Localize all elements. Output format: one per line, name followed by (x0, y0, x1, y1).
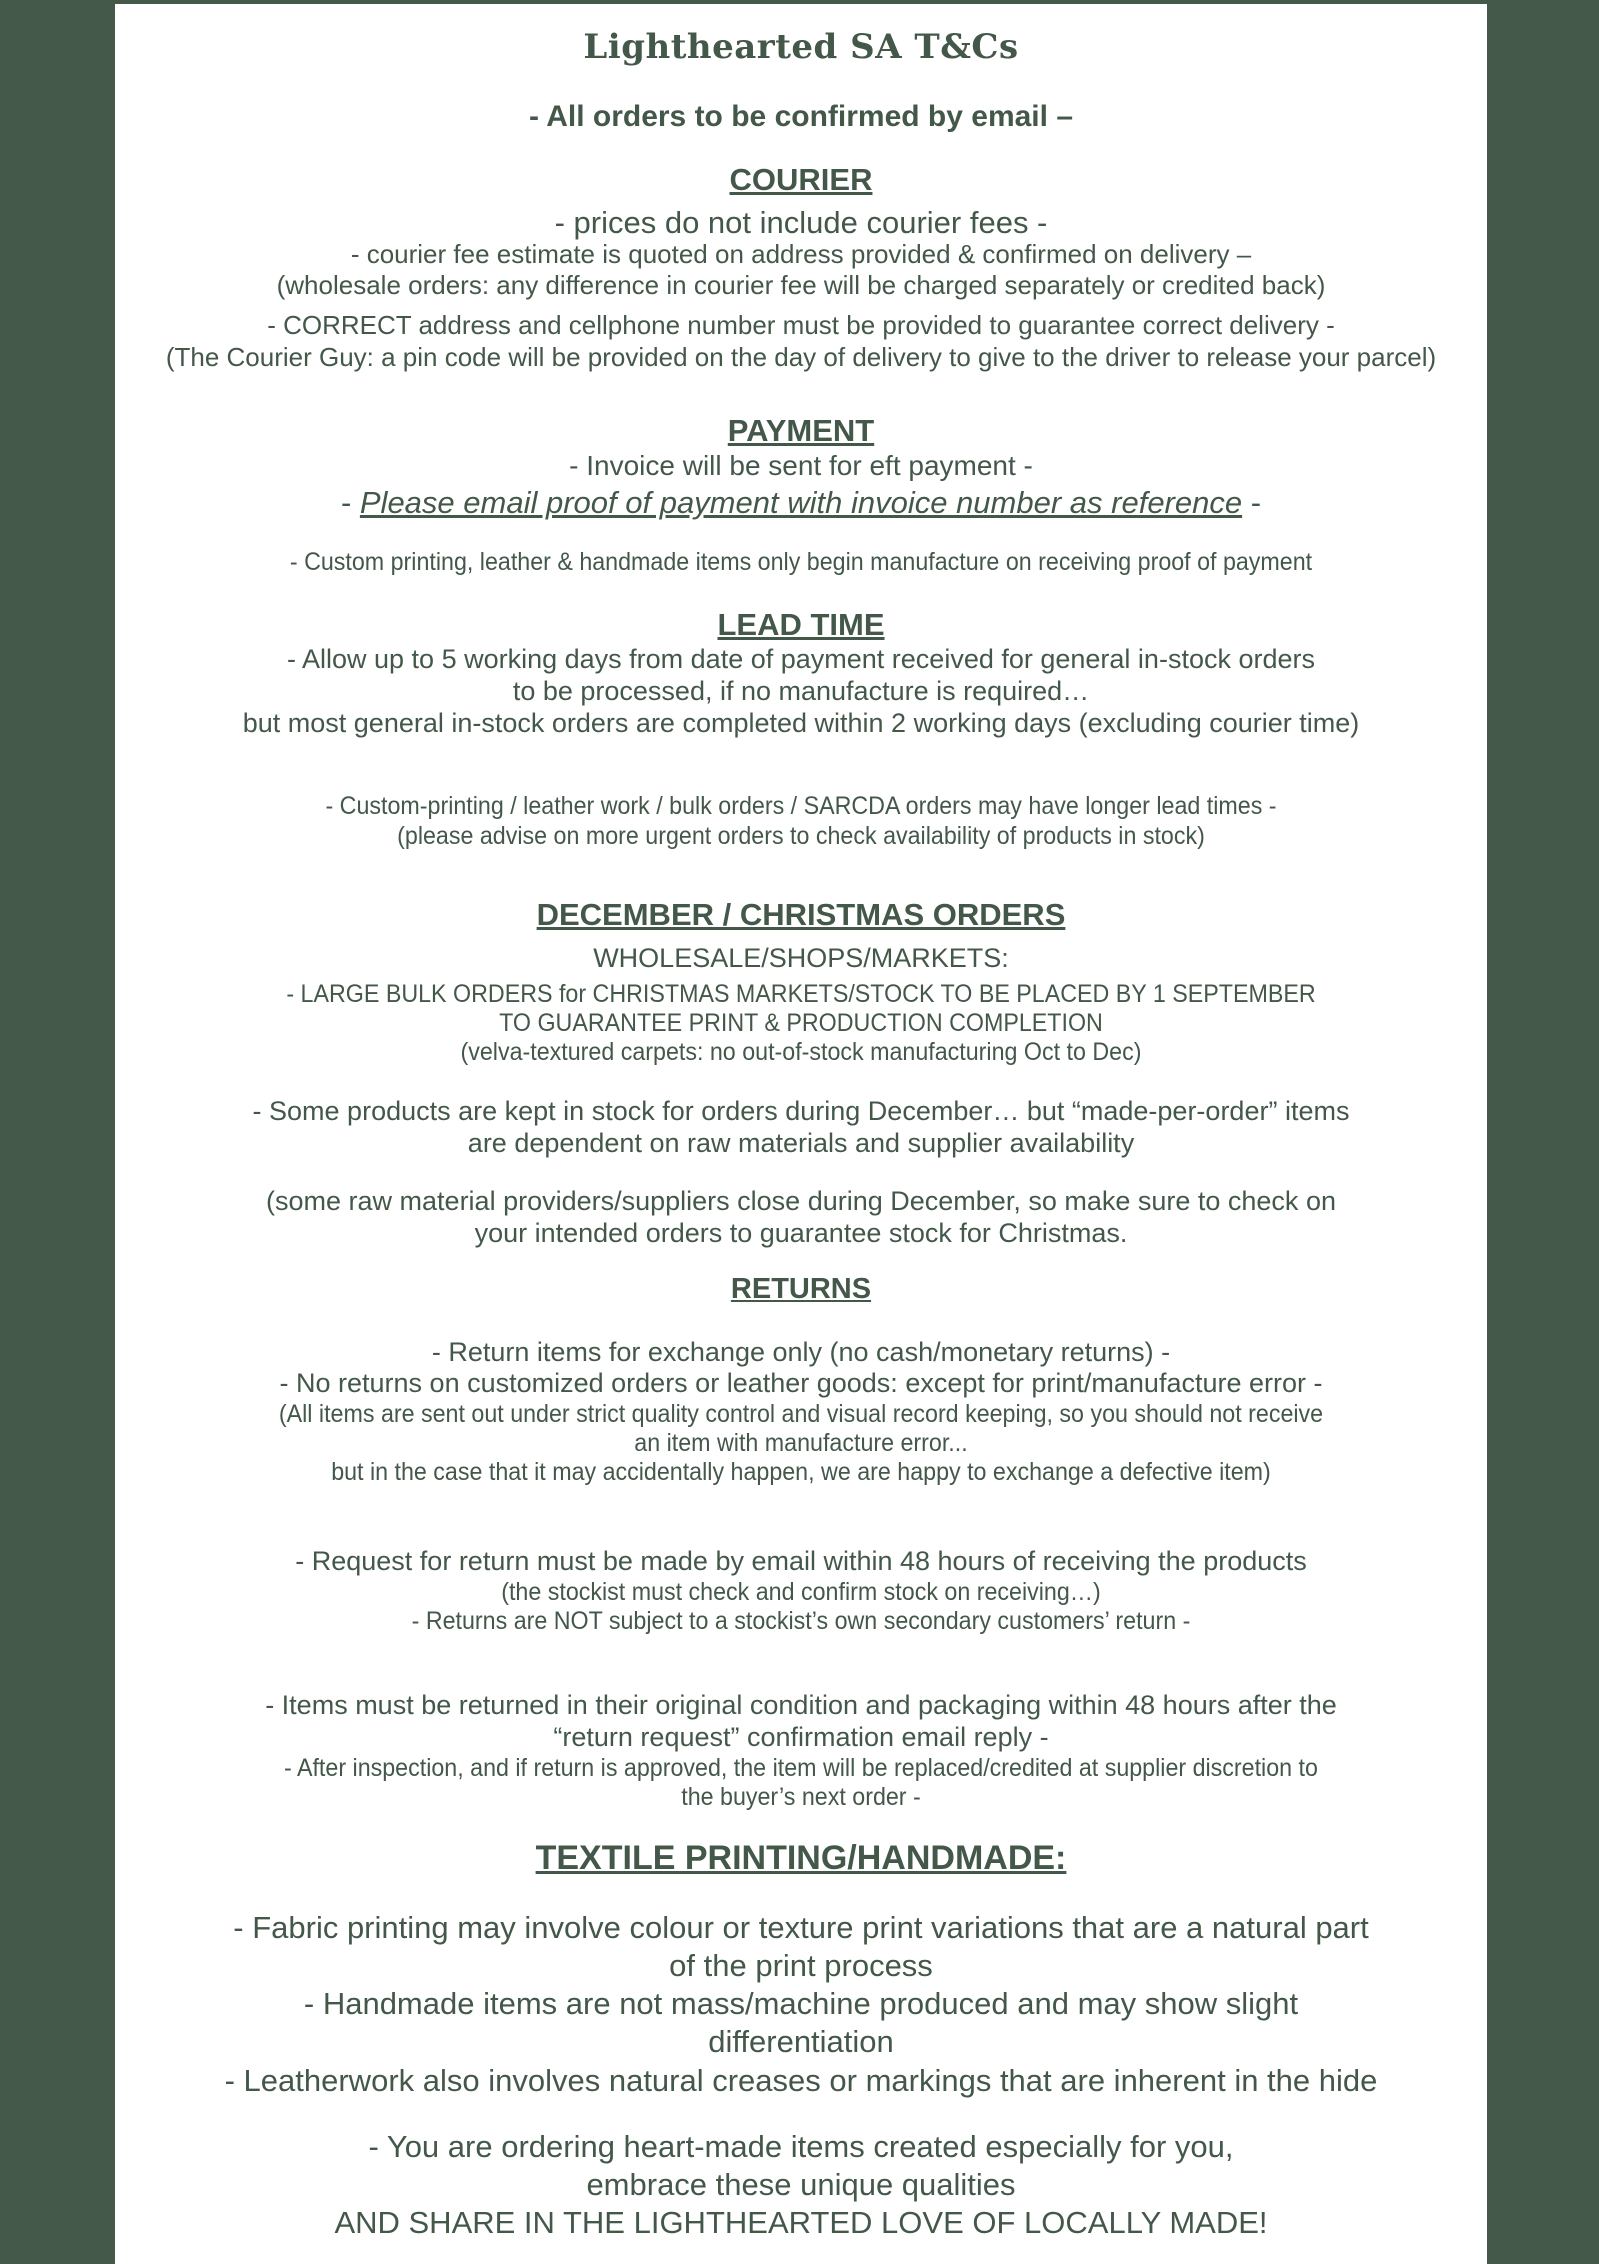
closing-line: - You are ordering heart-made items created especially for you, (368, 2129, 1234, 2164)
payment-proof-suffix: - (1242, 485, 1262, 520)
returns-line: - Return items for exchange only (no cash/monetary returns) - (431, 1337, 1171, 1367)
payment-proof-line (115, 485, 1487, 521)
december-line: are dependent on raw materials and supplier availability (467, 1128, 1135, 1158)
textile-line: - Fabric printing may involve colour or texture print variations that are a natural part (233, 1910, 1369, 1945)
returns-line: the buyer’s next order - (681, 1783, 921, 1811)
lead-time-line: to be processed, if no manufacture is required… (512, 676, 1090, 706)
returns-line: an item with manufacture error... (634, 1429, 968, 1457)
returns-line: “return request” confirmation email reply - (553, 1722, 1049, 1752)
closing-line: embrace these unique qualities (586, 2167, 1016, 2202)
december-line: - LARGE BULK ORDERS for CHRISTMAS MARKETS/STOCK TO BE PLACED BY 1 SEPTEMBER (286, 980, 1316, 1008)
lead-time-heading: LEAD TIME (717, 607, 885, 642)
payment-heading: PAYMENT (727, 413, 875, 448)
lead-time-line: but most general in-stock orders are completed within 2 working days (excluding courier time) (242, 708, 1360, 738)
courier-line: (wholesale orders: any difference in courier fee will be charged separately or credited back) (276, 270, 1326, 300)
returns-line: (the stockist must check and confirm stock on receiving…) (501, 1578, 1101, 1606)
returns-line: - Request for return must be made by email within 48 hours of receiving the products (295, 1546, 1307, 1576)
lead-time-line: (please advise on more urgent orders to check availability of products in stock) (397, 822, 1205, 850)
returns-line: - No returns on customized orders or leather goods: except for print/manufacture error - (279, 1368, 1323, 1398)
december-line: TO GUARANTEE PRINT & PRODUCTION COMPLETION (499, 1009, 1103, 1037)
courier-line: - courier fee estimate is quoted on address provided & confirmed on delivery – (350, 239, 1252, 269)
courier-heading: COURIER (729, 162, 873, 197)
courier-line: (The Courier Guy: a pin code will be provided on the day of delivery to give to the driver to release your parcel) (165, 342, 1437, 372)
december-line: (some raw material providers/suppliers close during December, so make sure to check on (266, 1186, 1336, 1216)
december-line: WHOLESALE/SHOPS/MARKETS: (593, 943, 1009, 973)
december-line: - Some products are kept in stock for orders during December… but “made-per-order” items (252, 1096, 1350, 1126)
returns-line: (All items are sent out under strict quality control and visual record keeping, so you should not receive (278, 1400, 1324, 1428)
textile-heading: TEXTILE PRINTING/HANDMADE: (535, 1839, 1067, 1877)
closing-line: AND SHARE IN THE LIGHTHEARTED LOVE OF LOCALLY MADE! (334, 2205, 1268, 2240)
returns-line: - Items must be returned in their original condition and packaging within 48 hours after the (265, 1690, 1337, 1720)
textile-line: - Handmade items are not mass/machine produced and may show slight (303, 1986, 1299, 2021)
lead-time-line: - Custom-printing / leather work / bulk orders / SARCDA orders may have longer lead times - (325, 792, 1277, 820)
textile-line: of the print process (669, 1948, 933, 1983)
december-line: (velva-textured carpets: no out-of-stock manufacturing Oct to Dec) (460, 1038, 1142, 1066)
courier-line: - prices do not include courier fees - (554, 205, 1048, 240)
page-subtitle: - All orders to be confirmed by email – (528, 100, 1073, 133)
payment-proof-prefix: - (340, 485, 360, 520)
lead-time-line: - Allow up to 5 working days from date of payment received for general in-stock orders (287, 644, 1315, 674)
returns-heading: RETURNS (730, 1273, 872, 1305)
december-heading: DECEMBER / CHRISTMAS ORDERS (536, 897, 1066, 932)
textile-line: differentiation (708, 2024, 894, 2059)
textile-line: - Leatherwork also involves natural creases or markings that are inherent in the hide (224, 2063, 1378, 2098)
payment-line: - Custom printing, leather & handmade items only begin manufacture on receiving proof of payment (289, 548, 1313, 576)
payment-line: - Invoice will be sent for eft payment - (569, 450, 1033, 481)
returns-line: but in the case that it may accidentally happen, we are happy to exchange a defective item) (331, 1458, 1271, 1486)
page-title: Lighthearted SA T&Cs (583, 27, 1019, 67)
courier-line: - CORRECT address and cellphone number must be provided to guarantee correct delivery - (267, 310, 1335, 340)
terms-page (115, 4, 1487, 2264)
december-line: your intended orders to guarantee stock for Christmas. (474, 1218, 1128, 1248)
returns-line: - After inspection, and if return is approved, the item will be replaced/credited at supplier discretion to (284, 1754, 1318, 1782)
payment-proof-emphasis: Please email proof of payment with invoice number as reference (359, 485, 1243, 520)
returns-line: - Returns are NOT subject to a stockist’s own secondary customers’ return - (411, 1607, 1191, 1635)
